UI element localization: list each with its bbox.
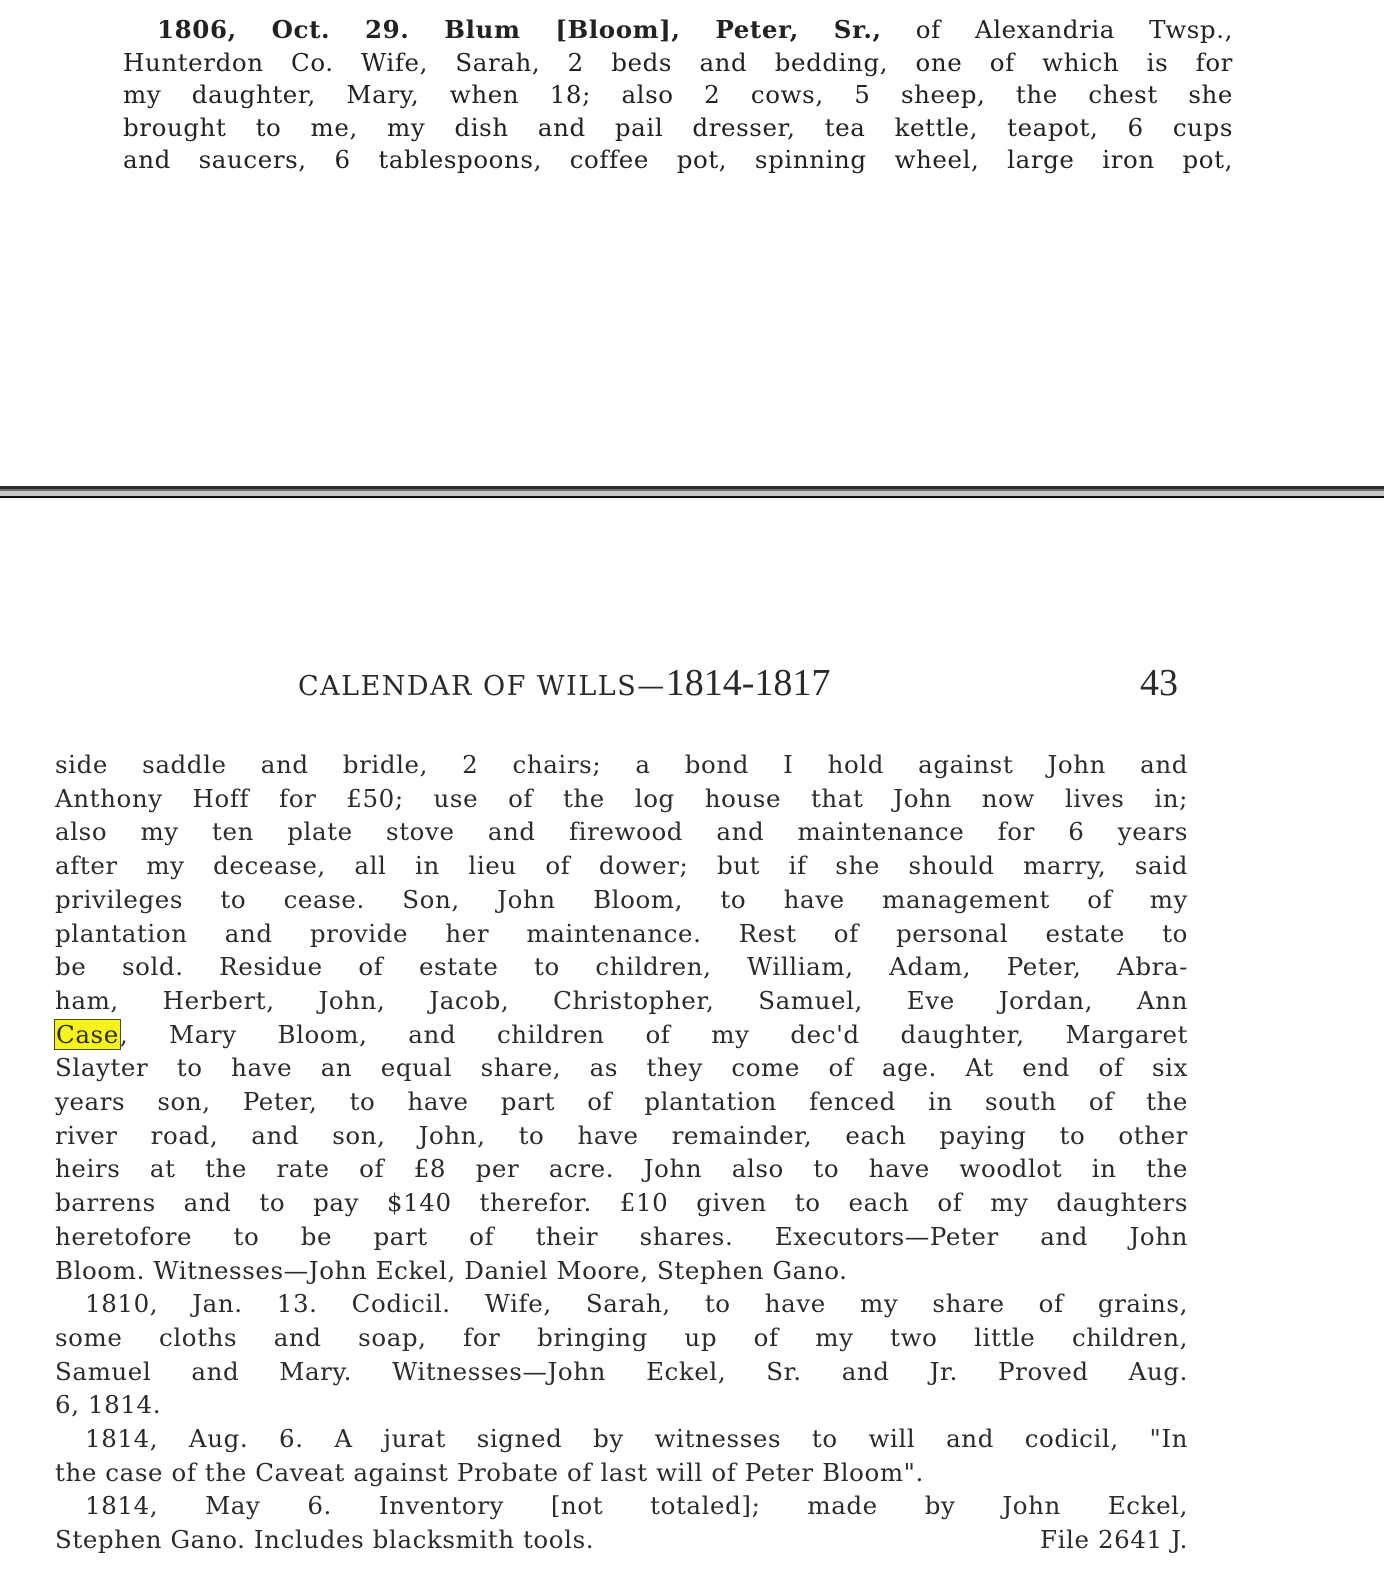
text-line: Bloom. Witnesses—John Eckel, Daniel Moore, Stephen Gano. xyxy=(55,1255,848,1285)
text-line: Samuel and Mary. Witnesses—John Eckel, Sr. and Jr. Proved Aug. xyxy=(55,1356,1188,1386)
text-line: privileges to cease. Son, John Bloom, to have management of my xyxy=(55,884,1188,914)
text-line: after my decease, all in lieu of dower; but if she should marry, said xyxy=(55,851,1188,881)
search-highlight: Case xyxy=(56,1019,119,1049)
text-line: and saucers, 6 tablespoons, coffee pot, spinning wheel, large iron pot, xyxy=(123,145,1233,175)
running-head-years: 1814-1817 xyxy=(665,662,831,704)
text-line: heretofore to be part of their shares. Executors—Peter and John xyxy=(55,1221,1188,1251)
text-line-rest: Stephen Gano. Includes blacksmith tools. xyxy=(55,1525,595,1555)
codicil-entry: 1810, Jan. 13. Codicil. Wife, Sarah, to have my share of grains, xyxy=(85,1289,1188,1319)
will-entry-1806 xyxy=(123,14,1233,177)
text-line: Hunterdon Co. Wife, Sarah, 2 beds and bedding, one of which is for xyxy=(123,47,1233,77)
text-line: years son, Peter, to have part of plantation fenced in south of the xyxy=(55,1087,1188,1117)
running-head xyxy=(298,661,830,705)
text-line: 6, 1814. xyxy=(55,1390,162,1420)
text-line: my daughter, Mary, when 18; also 2 cows, 5 sheep, the chest she xyxy=(123,80,1233,110)
text-line: Slayter to have an equal share, as they come of age. At end of six xyxy=(55,1053,1188,1083)
text-line: brought to me, my dish and pail dresser, tea kettle, teapot, 6 cups xyxy=(123,112,1233,142)
entry-heading-rest: of Alexandria Twsp., xyxy=(881,15,1233,44)
entry-heading: 1806, Oct. 29. Blum [Bloom], Peter, Sr., xyxy=(157,15,882,44)
text-line: some cloths and soap, for bringing up of my two little children, xyxy=(55,1322,1188,1352)
text-line xyxy=(123,14,1233,47)
text-line: the case of the Caveat against Probate of last will of Peter Bloom". xyxy=(55,1457,924,1487)
jurat-entry: 1814, Aug. 6. A jurat signed by witnesses to will and codicil, "In xyxy=(85,1424,1188,1454)
page-number: 43 xyxy=(1140,662,1178,704)
text-line: be sold. Residue of estate to children, William, Adam, Peter, Abra- xyxy=(55,952,1188,982)
inventory-entry: 1814, May 6. Inventory [not totaled]; made by John Eckel, xyxy=(85,1491,1188,1521)
text-line-rest: , Mary Bloom, and children of my dec'd daughter, Margaret xyxy=(119,1019,1188,1049)
text-line-final xyxy=(55,1523,1188,1557)
running-head-title: CALENDAR OF WILLS— xyxy=(298,671,666,702)
text-line: also my ten plate stove and firewood and maintenance for 6 years xyxy=(55,817,1188,847)
text-line: plantation and provide her maintenance. Rest of personal estate to xyxy=(55,918,1188,948)
page-43 xyxy=(0,498,1384,1581)
text-line: heirs at the rate of £8 per acre. John also to have woodlot in the xyxy=(55,1154,1188,1184)
text-line: ham, Herbert, John, Jacob, Christopher, Samuel, Eve Jordan, Ann xyxy=(55,985,1188,1015)
page-divider xyxy=(0,486,1384,498)
will-entry-continued xyxy=(55,748,1188,1557)
text-line-highlighted xyxy=(55,1018,1188,1052)
text-line: side saddle and bridle, 2 chairs; a bond I hold against John and xyxy=(55,750,1188,779)
text-line: Anthony Hoff for £50; use of the log house that John now lives in; xyxy=(55,783,1188,813)
text-line: barrens and to pay $140 therefor. £10 given to each of my daughters xyxy=(55,1188,1188,1218)
previous-page-excerpt xyxy=(0,0,1384,486)
text-line: river road, and son, John, to have remainder, each paying to other xyxy=(55,1120,1188,1150)
file-reference: File 2641 J. xyxy=(1039,1525,1188,1555)
